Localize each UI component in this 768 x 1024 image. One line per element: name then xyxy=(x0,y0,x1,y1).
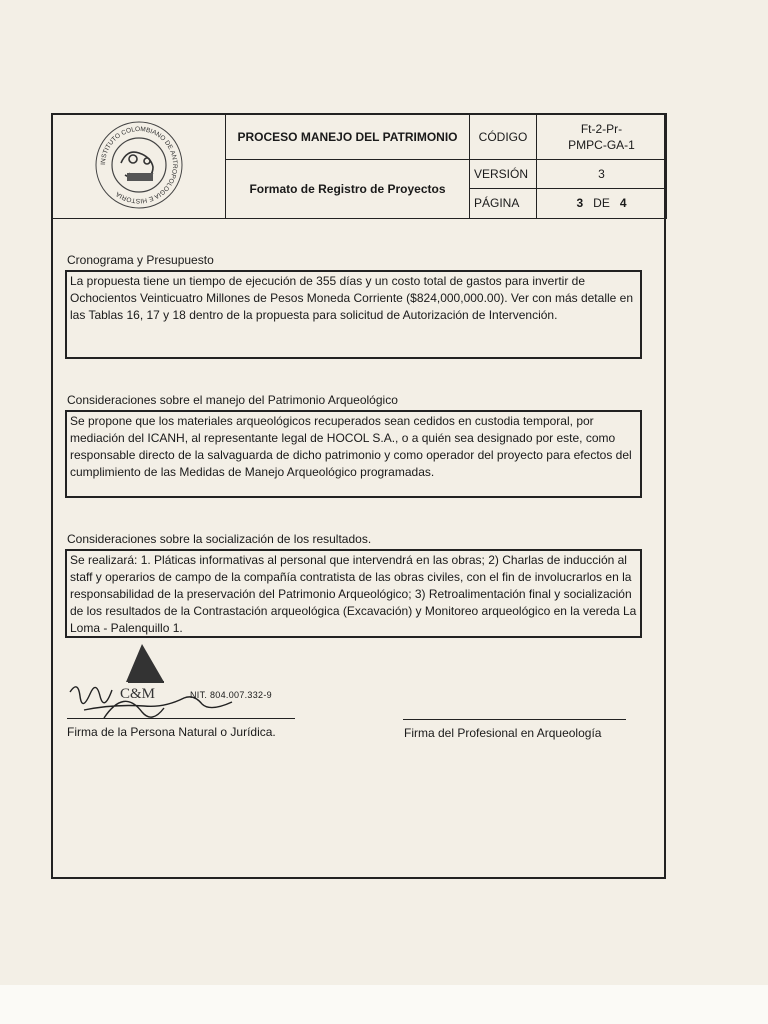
format-title: Formato de Registro de Proyectos xyxy=(226,160,470,219)
schedule-budget-label: Cronograma y Presupuesto xyxy=(67,253,214,267)
version-label: VERSIÓN xyxy=(470,160,537,188)
page-number: 3 xyxy=(576,196,584,211)
stamp-nit: NIT. 804.007.332-9 xyxy=(190,690,272,700)
code-value-line1: Ft-2-Pr- xyxy=(580,121,623,136)
left-signature-line xyxy=(67,718,295,719)
right-signature-label: Firma del Profesional en Arqueología xyxy=(404,726,602,740)
process-title: PROCESO MANEJO DEL PATRIMONIO xyxy=(226,114,470,160)
left-signature-label: Firma de la Persona Natural o Jurídica. xyxy=(67,725,276,739)
heritage-management-box: Se propone que los materiales arqueológicos recuperados sean cedidos en custodia temporal, por mediación del ICANH, al representante legal de HOCOL S.A., o a quién sea designado por este, como responsable directo de la salvaguarda de dicho patrimonio y como operador del proyecto para efectos del cumplimiento de las Medidas de Manejo Arqueológico programadas. xyxy=(65,410,642,498)
header-table xyxy=(51,113,667,219)
version-value: 3 xyxy=(537,160,667,188)
results-socialization-box: Se realizará: 1. Pláticas informativas al personal que intervendrá en las obras; 2) Charlas de inducción al staff y operarios de campo de la compañía contratista de las obras civiles, con el fin de involucrarlos en la responsabilidad de la preservación del Patrimonio Arqueológico; 3) Retroalimentación final y socialización de los resultados de la Contrastación arqueológica (Excavación) y Monitoreo arqueológico en la vereda La Loma - Palenquillo 1. xyxy=(65,549,642,638)
code-label: CÓDIGO xyxy=(470,114,537,160)
logo-cell xyxy=(52,114,226,219)
page-total: 4 xyxy=(619,196,627,211)
page-of: DE xyxy=(593,196,610,211)
heritage-management-label: Consideraciones sobre el manejo del Patrimonio Arqueológico xyxy=(67,393,398,407)
company-stamp-signature xyxy=(64,640,294,730)
logo-ring-text: INSTITUTO COLOMBIANO DE ANTROPOLOGIA E HISTORIA xyxy=(99,125,178,204)
page-label: PÁGINA xyxy=(470,188,537,218)
right-signature-line xyxy=(403,719,626,720)
schedule-budget-box: La propuesta tiene un tiempo de ejecución de 355 días y un costo total de gastos para invertir de Ochocientos Veinticuatro Millones de Pesos Moneda Corriente ($824,000,000.00). Ver con más detalle en las Tablas 16, 17 y 18 dentro de la propuesta para solicitud de Autorización de Intervención. xyxy=(65,270,642,359)
code-value-line2: PMPC-GA-1 xyxy=(568,137,635,152)
scan-margin xyxy=(0,985,768,1024)
icanh-logo-icon xyxy=(89,115,189,215)
code-value xyxy=(537,114,667,160)
results-socialization-label: Consideraciones sobre la socialización de los resultados. xyxy=(67,532,372,546)
stamp-text: C&M xyxy=(120,686,156,702)
page-value xyxy=(537,188,667,218)
